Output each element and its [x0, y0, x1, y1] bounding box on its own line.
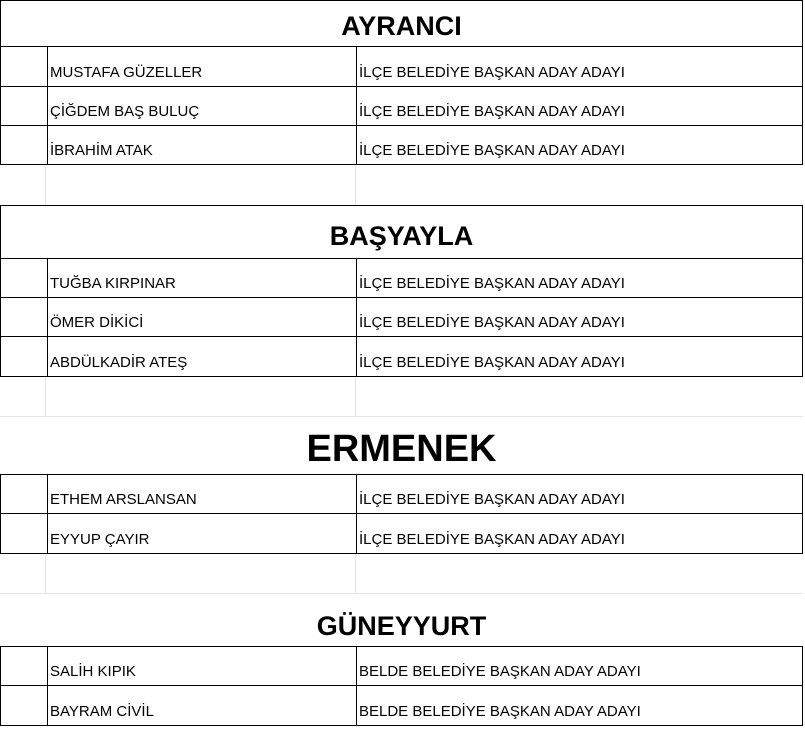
table-row[interactable] [0, 686, 803, 726]
role-cell[interactable]: İLÇE BELEDİYE BAŞKAN ADAY ADAYI [359, 314, 625, 331]
section-title-text: BAŞYAYLA [329, 221, 474, 251]
section-title-ermenek[interactable] [0, 416, 803, 475]
row-index-cell[interactable] [1, 514, 48, 553]
section-title-ayranci[interactable] [0, 0, 803, 47]
row-index-cell[interactable] [1, 259, 48, 297]
role-cell[interactable]: İLÇE BELEDİYE BAŞKAN ADAY ADAYI [359, 103, 625, 120]
row-index-cell[interactable] [1, 126, 48, 164]
row-index-cell[interactable] [1, 337, 48, 376]
empty-cell[interactable] [356, 377, 803, 416]
empty-cell[interactable] [0, 554, 46, 593]
table-row[interactable] [0, 337, 803, 377]
section-title-guneyyurt[interactable] [0, 593, 803, 647]
name-cell[interactable]: İBRAHİM ATAK [48, 126, 357, 164]
role-cell[interactable]: İLÇE BELEDİYE BAŞKAN ADAY ADAYI [359, 491, 625, 508]
role-cell[interactable]: İLÇE BELEDİYE BAŞKAN ADAY ADAYI [359, 354, 625, 371]
empty-cell[interactable] [356, 165, 803, 205]
table-row[interactable] [0, 647, 803, 686]
role-cell[interactable]: İLÇE BELEDİYE BAŞKAN ADAY ADAYI [359, 531, 625, 548]
empty-cell[interactable] [0, 377, 46, 416]
section-title-text: AYRANCI [341, 11, 462, 41]
table-row[interactable] [0, 47, 803, 87]
empty-row[interactable] [0, 165, 803, 205]
table-row[interactable] [0, 298, 803, 337]
table-row[interactable] [0, 475, 803, 514]
section-title-basyayla[interactable] [0, 205, 803, 259]
row-index-cell[interactable] [1, 298, 48, 336]
row-index-cell[interactable] [1, 47, 48, 86]
role-cell[interactable]: İLÇE BELEDİYE BAŞKAN ADAY ADAYI [359, 275, 625, 292]
empty-cell[interactable] [46, 165, 356, 205]
empty-cell[interactable] [356, 554, 803, 593]
empty-cell[interactable] [0, 165, 46, 205]
row-index-cell[interactable] [1, 647, 48, 685]
name-cell[interactable]: EYYUP ÇAYIR [48, 514, 357, 553]
row-index-cell[interactable] [1, 686, 48, 725]
row-index-cell[interactable] [1, 87, 48, 125]
name-cell[interactable]: TUĞBA KIRPINAR [48, 259, 357, 297]
empty-row[interactable] [0, 377, 803, 416]
section-title-text: GÜNEYYURT [316, 611, 487, 641]
row-index-cell[interactable] [1, 475, 48, 513]
role-cell[interactable]: BELDE BELEDİYE BAŞKAN ADAY ADAYI [359, 663, 641, 680]
empty-row[interactable] [0, 554, 803, 593]
table-row[interactable] [0, 126, 803, 165]
name-cell[interactable]: SALİH KIPIK [48, 647, 357, 685]
name-cell[interactable]: MUSTAFA GÜZELLER [48, 47, 357, 86]
table-row[interactable] [0, 87, 803, 126]
empty-cell[interactable] [46, 377, 356, 416]
name-cell[interactable]: ÇİĞDEM BAŞ BULUÇ [48, 87, 357, 125]
empty-cell[interactable] [46, 554, 356, 593]
role-cell[interactable]: İLÇE BELEDİYE BAŞKAN ADAY ADAYI [359, 64, 625, 81]
name-cell[interactable]: BAYRAM CİVİL [48, 686, 357, 725]
role-cell[interactable]: İLÇE BELEDİYE BAŞKAN ADAY ADAYI [359, 142, 625, 159]
table-row[interactable] [0, 259, 803, 298]
name-cell[interactable]: ÖMER DİKİCİ [48, 298, 357, 336]
name-cell[interactable]: ABDÜLKADİR ATEŞ [48, 337, 357, 376]
role-cell[interactable]: BELDE BELEDİYE BAŞKAN ADAY ADAYI [359, 703, 641, 720]
table-row[interactable] [0, 514, 803, 554]
name-cell[interactable]: ETHEM ARSLANSAN [48, 475, 357, 513]
section-title-text: ERMENEK [306, 428, 497, 470]
